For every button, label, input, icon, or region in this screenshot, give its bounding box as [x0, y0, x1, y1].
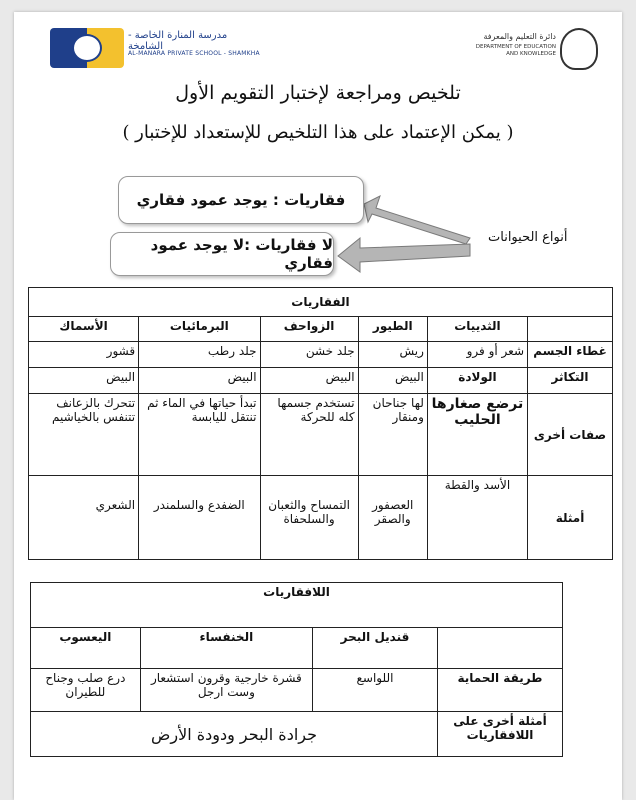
column-header-jellyfish: قنديل البحر	[313, 628, 438, 669]
column-header-beetle: الخنفساء	[140, 628, 312, 669]
vertebrates-table	[28, 287, 613, 560]
invertebrates-table	[30, 582, 563, 757]
column-header-amphibians: البرمائيات	[139, 317, 260, 342]
table-cell: اللواسع	[313, 669, 438, 712]
column-header-dragonfly: اليعسوب	[31, 628, 141, 669]
vertebrates-definition-box: فقاريات : يوجد عمود فقاري	[118, 176, 364, 224]
table-cell: ترضع صغارها الحليب	[427, 394, 527, 476]
animal-types-label: أنواع الحيوانات	[488, 230, 568, 245]
table-cell: الأسد والقطة	[427, 476, 527, 560]
table-cell: قشرة خارجية وقرون استشعار وست ارجل	[140, 669, 312, 712]
table-cell: قشور	[29, 342, 139, 368]
table-cell: البيض	[29, 368, 139, 394]
table-cell: العصفور والصقر	[358, 476, 427, 560]
school-name-arabic: مدرسة المنارة الخاصة - الشامخة	[128, 30, 228, 52]
table-cell: تتحرك بالزعانف تتنفس بالخياشيم	[29, 394, 139, 476]
table-cell: البيض	[139, 368, 260, 394]
arrow-down-icon	[338, 238, 470, 272]
school-name-english: AL-MANARA PRIVATE SCHOOL - SHAMKHA	[128, 50, 260, 57]
department-name-arabic: دائرة التعليم والمعرفة	[483, 32, 556, 41]
column-header-mammals: الثدييات	[427, 317, 527, 342]
table-cell: جلد رطب	[139, 342, 260, 368]
column-header-reptiles: الزواحف	[260, 317, 358, 342]
department-emblem-icon	[560, 28, 598, 70]
table-cell: الضفدع والسلمندر	[139, 476, 260, 560]
row-header-examples: أمثلة	[528, 476, 613, 560]
table-cell: تبدأ حياتها في الماء ثم تنتقل لليابسة	[139, 394, 260, 476]
table-cell: تستخدم جسمها كله للحركة	[260, 394, 358, 476]
invertebrates-definition-box: لا فقاريات :لا يوجد عمود فقاري	[110, 232, 334, 276]
table-cell: الولادة	[427, 368, 527, 394]
arrow-up-icon	[364, 196, 470, 244]
page-title: تلخيص ومراجعة لإختبار التقويم الأول	[175, 82, 461, 104]
column-header-birds: الطيور	[358, 317, 427, 342]
table-cell: البيض	[260, 368, 358, 394]
column-header-fish: الأسماك	[29, 317, 139, 342]
table-cell: لها جناحان ومنقار	[358, 394, 427, 476]
invertebrates-table-title: اللافقاريات	[31, 583, 563, 628]
department-name-english: DEPARTMENT OF EDUCATION AND KNOWLEDGE	[475, 44, 556, 57]
school-logo	[50, 28, 124, 68]
table-cell: ريش	[358, 342, 427, 368]
table-corner-cell	[438, 628, 563, 669]
table-corner-cell	[528, 317, 613, 342]
row-header-body-covering: غطاء الجسم	[528, 342, 613, 368]
page-subtitle: ( يمكن الإعتماد على هذا التلخيص للإستعداد للإختبار )	[122, 122, 514, 143]
invertebrate-examples: جرادة البحر ودودة الأرض	[31, 712, 438, 757]
row-header-other-examples: أمثلة أخرى على اللافقاريات	[438, 712, 563, 757]
row-header-protection: طريقة الحماية	[438, 669, 563, 712]
vertebrates-table-title: الفقاريات	[29, 288, 613, 317]
row-header-other-traits: صفات أخرى	[528, 394, 613, 476]
table-cell: شعر أو فرو	[427, 342, 527, 368]
table-cell: البيض	[358, 368, 427, 394]
table-cell: الشعري	[29, 476, 139, 560]
row-header-reproduction: التكاثر	[528, 368, 613, 394]
table-cell: جلد خشن	[260, 342, 358, 368]
table-cell: درع صلب وجناح للطيران	[31, 669, 141, 712]
table-cell: التمساح والثعبان والسلحفاة	[260, 476, 358, 560]
